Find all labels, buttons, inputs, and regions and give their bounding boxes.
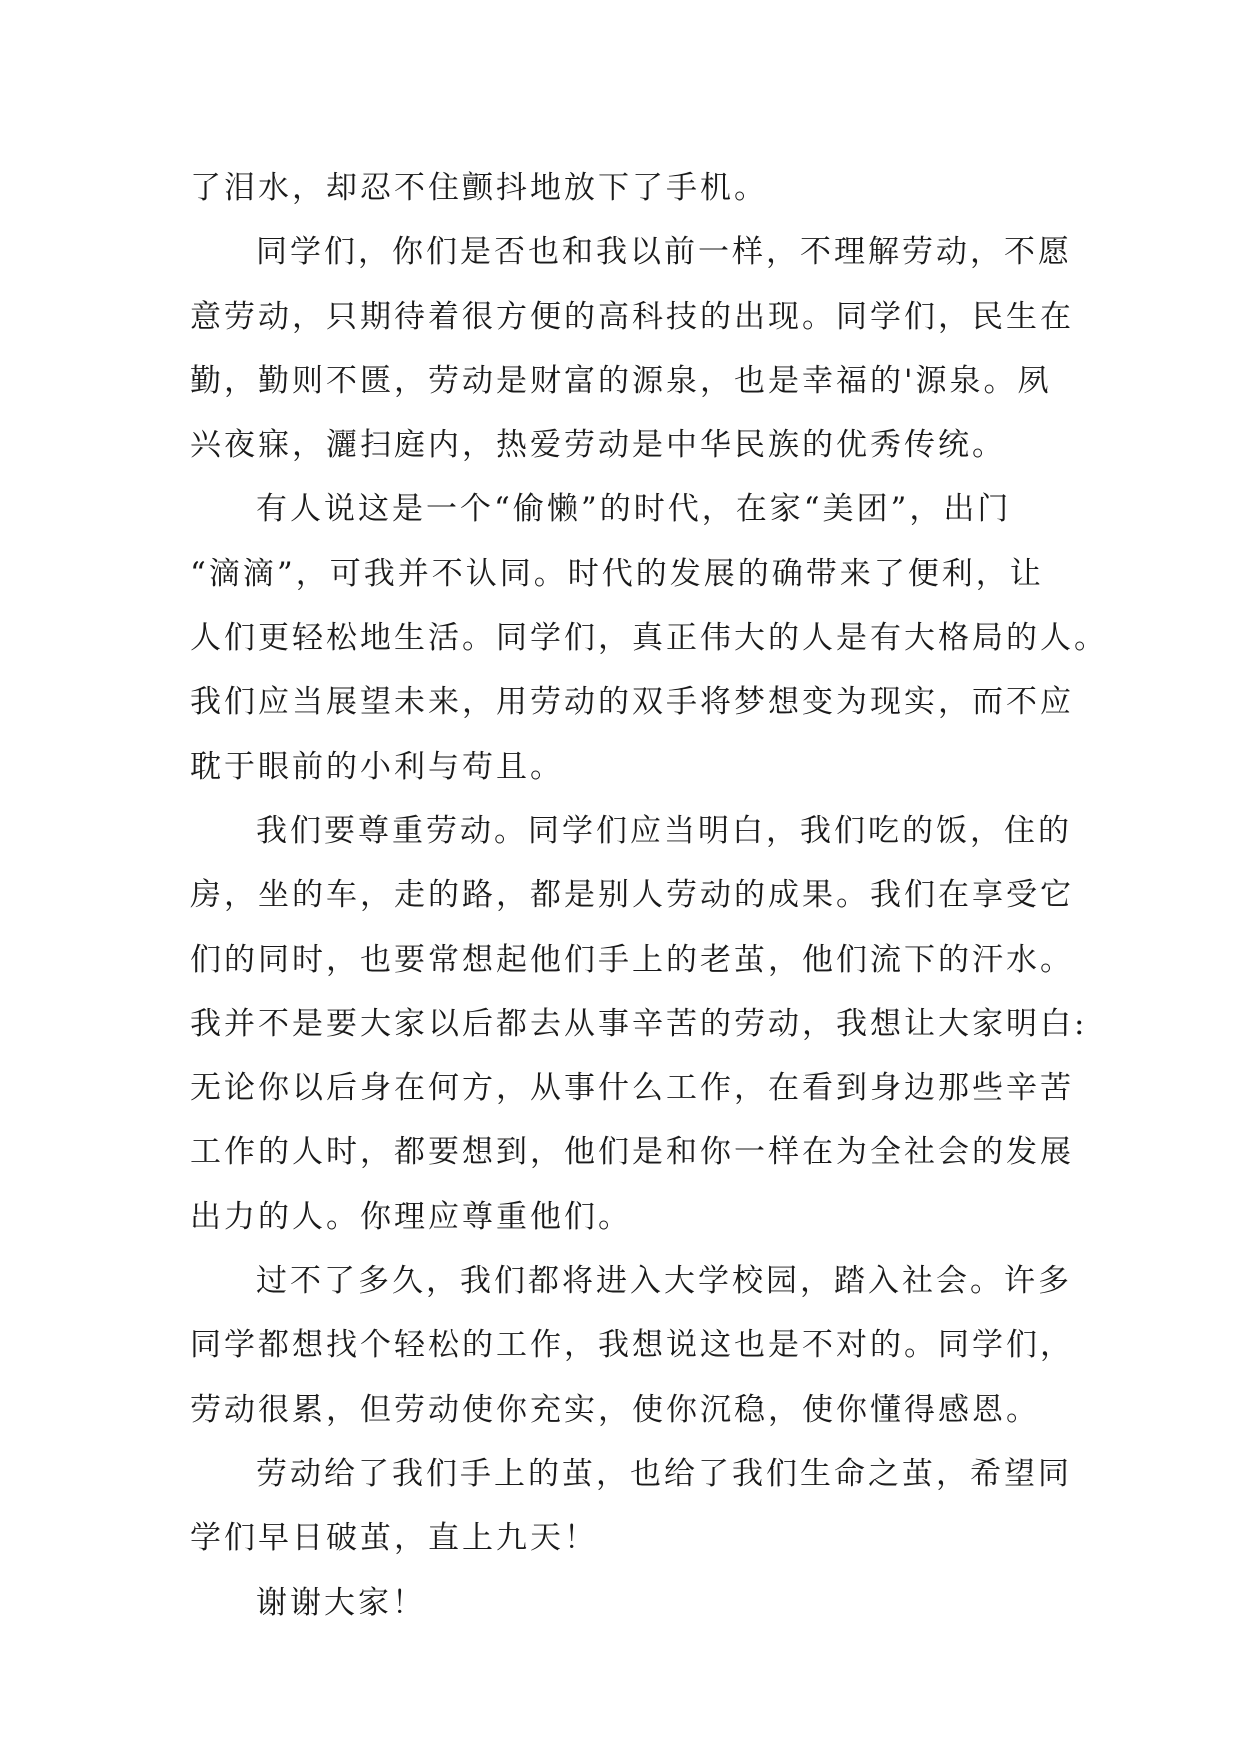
text-line: “滴滴”，可我并不认同。时代的发展的确带来了便利，让	[190, 555, 1044, 592]
text-line: 意劳动，只期待着很方便的高科技的出现。同学们，民生在	[190, 298, 1074, 335]
text-line: 我并不是要大家以后都去从事辛苦的劳动，我想让大家明白:	[190, 1005, 1088, 1042]
text-line: 出力的人。你理应尊重他们。	[190, 1198, 632, 1235]
text-line: 勤，勤则不匮，劳动是财富的源泉，也是幸福的'源泉。夙	[190, 362, 1052, 399]
text-line: 我们要尊重劳动。同学们应当明白，我们吃的饭，住的	[256, 812, 1072, 849]
text-line: 们的同时，也要常想起他们手上的老茧，他们流下的汗水。	[190, 941, 1074, 978]
document-body	[190, 156, 1108, 1635]
text-line: 同学们，你们是否也和我以前一样，不理解劳动，不愿	[256, 234, 1072, 271]
text-line: 谢谢大家！	[256, 1584, 426, 1621]
text-line: 有人说这是一个“偷懒”的时代，在家“美团”，出门	[256, 491, 1012, 528]
text-line: 耽于眼前的小利与苟且。	[190, 748, 564, 785]
text-line: 劳动很累，但劳动使你充实，使你沉稳，使你懂得感恩。	[190, 1391, 1040, 1428]
text-line: 了泪水，却忍不住颤抖地放下了手机。	[190, 170, 768, 206]
text-line: 同学都想找个轻松的工作，我想说这也是不对的。同学们，	[190, 1327, 1074, 1364]
text-line: 房，坐的车，走的路，都是别人劳动的成果。我们在享受它	[190, 877, 1074, 914]
text-line: 劳动给了我们手上的茧，也给了我们生命之茧，希望同	[256, 1455, 1072, 1492]
text-line: 学们早日破茧，直上九天！	[190, 1520, 598, 1557]
text-line: 过不了多久，我们都将进入大学校园，踏入社会。许多	[256, 1263, 1072, 1300]
text-line: 兴夜寐，灑扫庭内，热爱劳动是中华民族的优秀传统。	[190, 427, 1006, 464]
text-line: 人们更轻松地生活。同学们，真正伟大的人是有大格局的人。	[190, 620, 1108, 657]
text-line: 无论你以后身在何方，从事什么工作，在看到身边那些辛苦	[190, 1070, 1074, 1107]
text-line: 我们应当展望未来，用劳动的双手将梦想变为现实，而不应	[190, 684, 1074, 721]
text-line: 工作的人时，都要想到，他们是和你一样在为全社会的发展	[190, 1134, 1074, 1171]
